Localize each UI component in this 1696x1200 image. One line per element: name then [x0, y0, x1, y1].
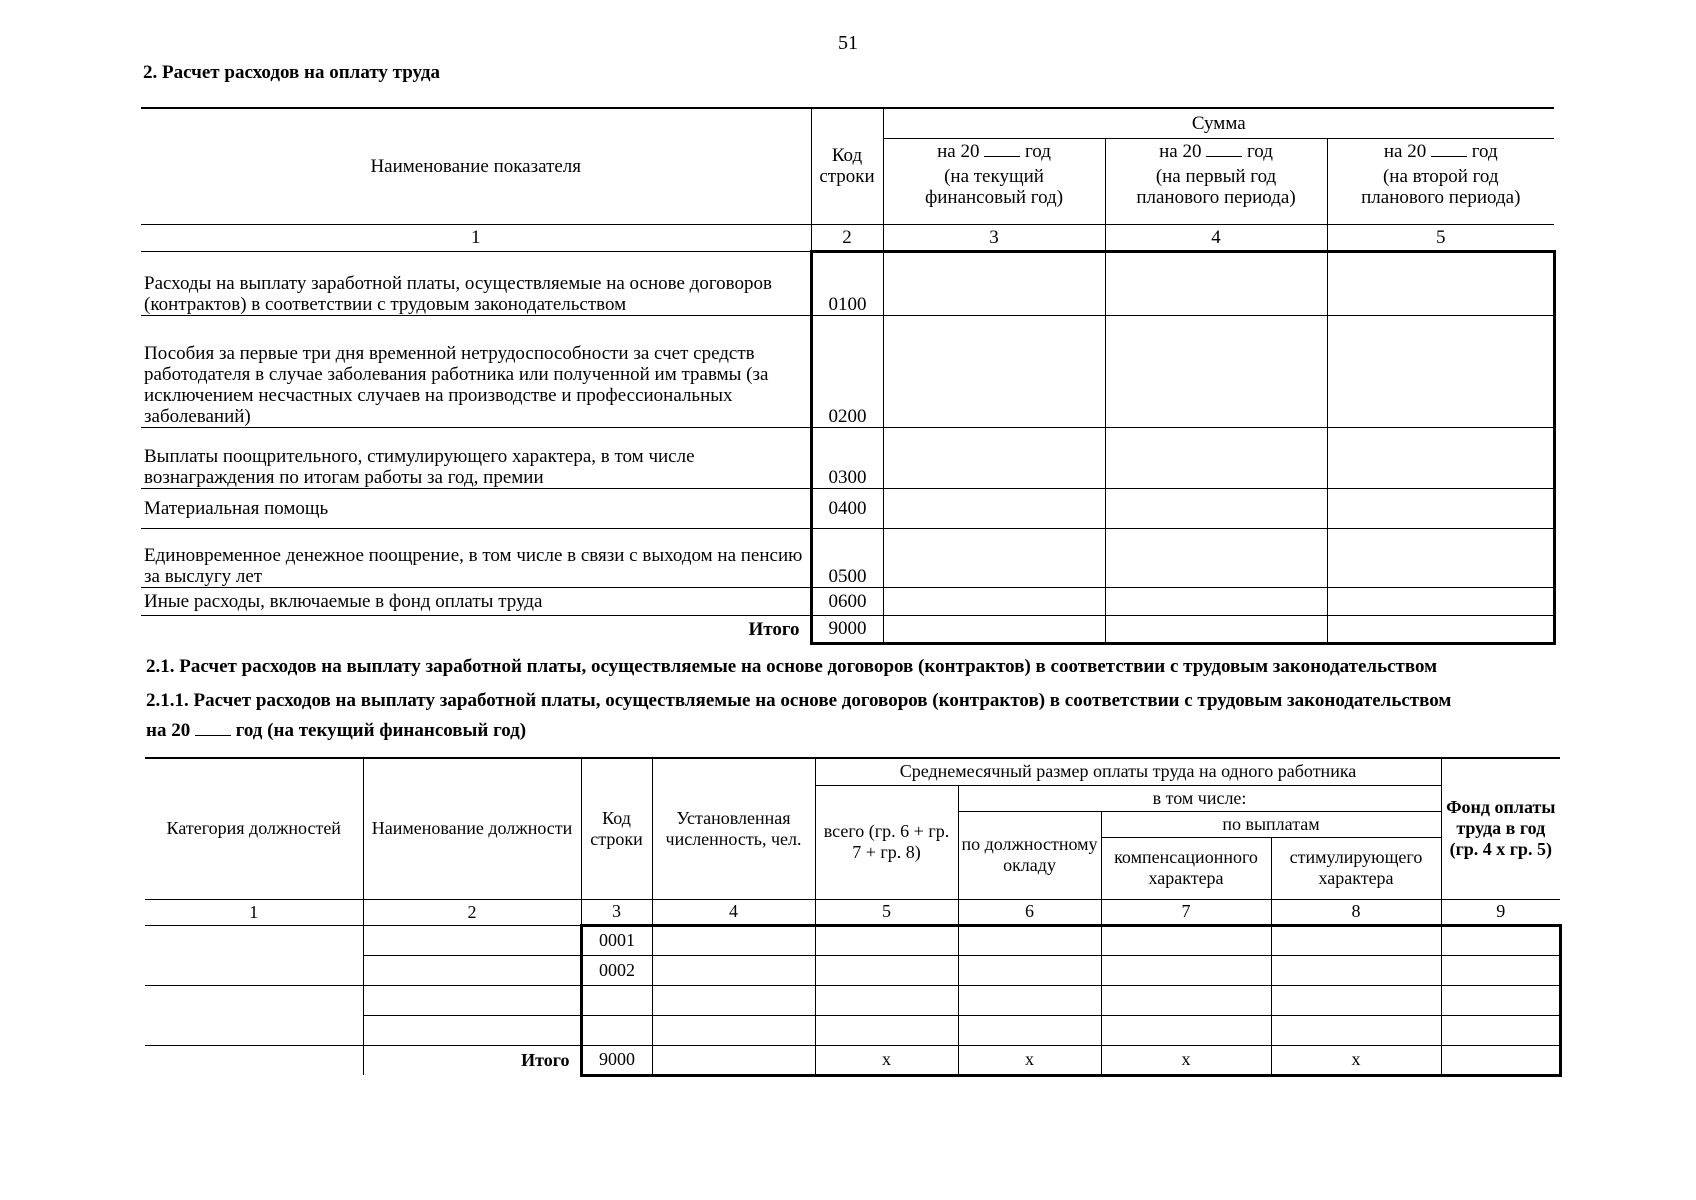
x-mark: x [1101, 1045, 1271, 1075]
col-number: 1 [145, 899, 363, 925]
total-value-cell[interactable] [652, 1045, 815, 1075]
col-number: 1 [141, 224, 811, 251]
total-value-cell[interactable] [1327, 615, 1554, 643]
value-cell[interactable] [1441, 1015, 1560, 1045]
col-number: 6 [958, 899, 1101, 925]
col-number: 7 [1101, 899, 1271, 925]
value-cell[interactable] [815, 985, 958, 1015]
header-fund: Фонд оплаты труда в год (гр. 4 x гр. 5) [1441, 758, 1560, 899]
value-cell[interactable] [1327, 251, 1554, 315]
row-code: 0002 [581, 955, 652, 985]
total-code: 9000 [581, 1045, 652, 1075]
total-value-cell[interactable] [1105, 615, 1327, 643]
col-number: 4 [1105, 224, 1327, 251]
value-cell[interactable] [1441, 985, 1560, 1015]
row-code: 0400 [811, 488, 883, 528]
value-cell[interactable] [815, 925, 958, 955]
position-cell[interactable] [363, 1015, 581, 1045]
col-number: 5 [1327, 224, 1554, 251]
value-cell[interactable] [1105, 528, 1327, 587]
value-cell[interactable] [815, 1015, 958, 1045]
x-mark: x [1271, 1045, 1441, 1075]
row-name: Расходы на выплату заработной платы, осуществляемые на основе договоров (контрактов) в соответствии с трудовым законодательством [141, 251, 811, 315]
value-cell[interactable] [1441, 955, 1560, 985]
value-cell[interactable] [1327, 528, 1554, 587]
value-cell[interactable] [1105, 315, 1327, 427]
header-by-salary: по должностному окладу [958, 811, 1101, 899]
value-cell[interactable] [652, 925, 815, 955]
col-number: 8 [1271, 899, 1441, 925]
value-cell[interactable] [883, 251, 1105, 315]
position-cell[interactable] [363, 985, 581, 1015]
x-mark: x [815, 1045, 958, 1075]
category-cell[interactable] [145, 925, 363, 985]
row-code: 0600 [811, 587, 883, 615]
header-compensation: компенсационного характера [1101, 837, 1271, 899]
header-avg-pay: Среднемесячный размер оплаты труда на одного работника [815, 758, 1441, 785]
value-cell[interactable] [1105, 488, 1327, 528]
value-cell[interactable] [1327, 315, 1554, 427]
value-cell[interactable] [1441, 925, 1560, 955]
payroll-summary-table [141, 107, 1556, 645]
header-row-code: Код строки [811, 108, 883, 224]
value-cell[interactable] [1101, 925, 1271, 955]
row-code: 0001 [581, 925, 652, 955]
page-number: 51 [838, 32, 858, 54]
empty-cell [145, 1045, 363, 1075]
value-cell[interactable] [1327, 587, 1554, 615]
header-headcount: Установленная численность, чел. [652, 758, 815, 899]
value-cell[interactable] [1271, 985, 1441, 1015]
section-2-title: 2. Расчет расходов на оплату труда [143, 62, 440, 83]
header-col4: на 20 год (на первый год планового периода) [1105, 138, 1327, 224]
row-code [581, 985, 652, 1015]
value-cell[interactable] [883, 315, 1105, 427]
header-incentive: стимулирующего характера [1271, 837, 1441, 899]
col-number: 9 [1441, 899, 1560, 925]
value-cell[interactable] [1101, 985, 1271, 1015]
value-cell[interactable] [883, 528, 1105, 587]
total-label: Итого [141, 615, 811, 643]
row-code: 0500 [811, 528, 883, 587]
value-cell[interactable] [1271, 1015, 1441, 1045]
section-2-1-title: 2.1. Расчет расходов на выплату заработной платы, осуществляемые на основе договоров (контрактов) в соответствии с трудовым законодательством [146, 656, 1438, 677]
position-cell[interactable] [363, 955, 581, 985]
col-number: 2 [811, 224, 883, 251]
value-cell[interactable] [958, 1015, 1101, 1045]
value-cell[interactable] [1101, 955, 1271, 985]
header-position: Наименование должности [363, 758, 581, 899]
row-code [581, 1015, 652, 1045]
value-cell[interactable] [1105, 427, 1327, 488]
value-cell[interactable] [883, 587, 1105, 615]
col-number: 5 [815, 899, 958, 925]
value-cell[interactable] [1101, 1015, 1271, 1045]
row-name: Единовременное денежное поощрение, в том числе в связи с выходом на пенсию за выслугу лет [141, 528, 811, 587]
value-cell[interactable] [1105, 251, 1327, 315]
value-cell[interactable] [958, 985, 1101, 1015]
value-cell[interactable] [958, 955, 1101, 985]
value-cell[interactable] [1271, 955, 1441, 985]
value-cell[interactable] [815, 955, 958, 985]
header-sum: Сумма [883, 108, 1554, 138]
header-col5: на 20 год (на второй год планового периода) [1327, 138, 1554, 224]
header-code: Код строки [581, 758, 652, 899]
row-name: Иные расходы, включаемые в фонд оплаты труда [141, 587, 811, 615]
section-2-1-1-title: 2.1.1. Расчет расходов на выплату заработной платы, осуществляемые на основе договоров (контрактов) в соответствии с трудовым законодательством [146, 690, 1452, 711]
header-by-payments: по выплатам [1101, 811, 1441, 837]
total-value-cell[interactable] [1441, 1045, 1560, 1075]
total-label: Итого [363, 1045, 581, 1075]
total-code: 9000 [811, 615, 883, 643]
value-cell[interactable] [958, 925, 1101, 955]
value-cell[interactable] [652, 955, 815, 985]
salary-calculation-table [145, 757, 1562, 1077]
value-cell[interactable] [652, 985, 815, 1015]
position-cell[interactable] [363, 925, 581, 955]
value-cell[interactable] [1271, 925, 1441, 955]
row-code: 0300 [811, 427, 883, 488]
section-2-1-1-year: на 20 год (на текущий финансовый год) [146, 720, 527, 741]
header-total: всего (гр. 6 + гр. 7 + гр. 8) [815, 785, 958, 899]
row-name: Пособия за первые три дня временной нетрудоспособности за счет средств работодателя в случае заболевания работника или полученной им травмы (за исключением несчастных случаев на производстве и профессиональных заболеваний) [141, 315, 811, 427]
col-number: 3 [883, 224, 1105, 251]
header-including: в том числе: [958, 785, 1441, 811]
col-number: 3 [581, 899, 652, 925]
x-mark: x [958, 1045, 1101, 1075]
col-number: 4 [652, 899, 815, 925]
row-code: 0100 [811, 251, 883, 315]
value-cell[interactable] [652, 1015, 815, 1045]
value-cell[interactable] [1105, 587, 1327, 615]
total-value-cell[interactable] [883, 615, 1105, 643]
value-cell[interactable] [883, 427, 1105, 488]
row-code: 0200 [811, 315, 883, 427]
col-number: 2 [363, 899, 581, 925]
value-cell[interactable] [883, 488, 1105, 528]
header-indicator-name: Наименование показателя [141, 108, 811, 224]
header-col3: на 20 год (на текущий финансовый год) [883, 138, 1105, 224]
row-name: Выплаты поощрительного, стимулирующего характера, в том числе вознаграждения по итогам работы за год, премии [141, 427, 811, 488]
header-category: Категория должностей [145, 758, 363, 899]
value-cell[interactable] [1327, 488, 1554, 528]
row-name: Материальная помощь [141, 488, 811, 528]
value-cell[interactable] [1327, 427, 1554, 488]
category-cell[interactable] [145, 985, 363, 1045]
